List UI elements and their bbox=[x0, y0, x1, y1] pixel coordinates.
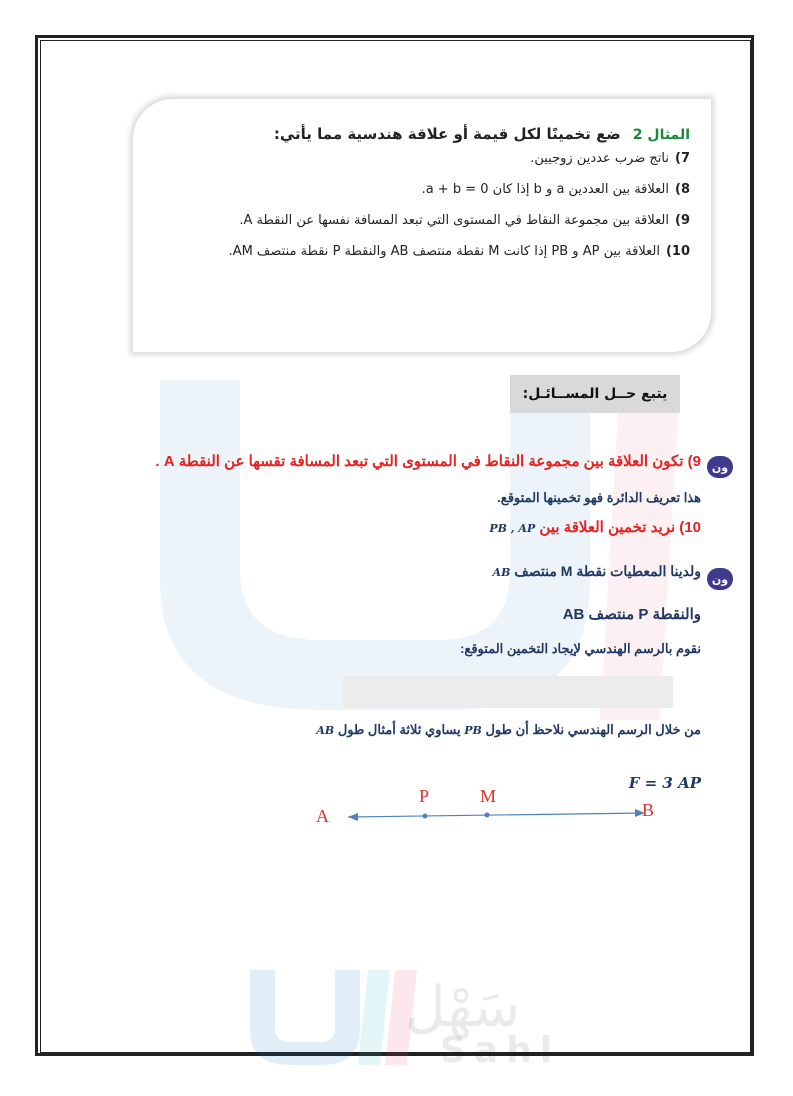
point-p bbox=[423, 814, 428, 819]
label-p: P bbox=[419, 786, 430, 806]
label-b: B bbox=[642, 800, 655, 820]
point-m bbox=[485, 813, 490, 818]
watermark-latin-text: Sahl bbox=[440, 1030, 561, 1071]
watermark-logo-background bbox=[120, 380, 680, 720]
segment-line bbox=[348, 813, 645, 817]
example-header bbox=[150, 125, 690, 143]
equation: F = 3 AP bbox=[628, 774, 701, 792]
label-m: M bbox=[480, 786, 497, 806]
label-a: A bbox=[316, 806, 329, 826]
watermark-arabic-text: سَهْل bbox=[405, 975, 521, 1040]
question-8: 8) العلاقة بين العددين a و b إذا كان a + b = 0. bbox=[421, 182, 690, 197]
solution-9-note: هذا تعريف الدائرة فهو تخمينها المتوقع. bbox=[497, 490, 701, 505]
solution-9: 9) تكون العلاقة بين مجموعة النقاط في المستوى التي تبعد المسافة تقسها عن النقطة A . bbox=[155, 453, 701, 470]
segment-ab-2: AB bbox=[316, 724, 335, 737]
question-7: 7) ناتج ضرب عددين زوجيين. bbox=[530, 151, 690, 166]
solution-10: 10) نريد تخمين العلاقة بين PB , AP bbox=[489, 519, 701, 536]
example-card-content bbox=[150, 125, 690, 275]
question-9: 9) العلاقة بين مجموعة النقاط في المستوى التي تبعد المسافة نفسها عن النقطة A. bbox=[239, 213, 690, 228]
segment-pb: PB bbox=[464, 724, 482, 737]
question-10: 10) العلاقة بين AP و PB إذا كانت M نقطة منتصف AB والنقطة P نقطة منتصف AM. bbox=[228, 244, 690, 259]
segments-pb-ap: PB , AP bbox=[489, 522, 536, 535]
example-heading: ضع تخمينًا لكل قيمة أو علاقة هندسية مما يأتي: bbox=[273, 125, 621, 143]
arrow-left-icon bbox=[348, 813, 358, 821]
sahl-badge-icon: ون bbox=[707, 456, 733, 478]
image-placeholder bbox=[343, 676, 673, 708]
sahl-badge-icon: ون bbox=[707, 568, 733, 590]
given-line-2: والنقطة P منتصف AB bbox=[562, 606, 701, 623]
given-line: ولدينا المعطيات نقطة M منتصف AB bbox=[492, 563, 701, 579]
segment-diagram bbox=[300, 780, 720, 840]
observation-line: من خلال الرسم الهندسي نلاحظ أن طول PB يساوي ثلاثة أمثال طول AB bbox=[316, 722, 701, 737]
draw-instruction: نقوم بالرسم الهندسي لإيجاد التخمين المتوقع: bbox=[460, 641, 701, 656]
example-tag: المثال 2 bbox=[632, 127, 690, 143]
segment-ab: AB bbox=[492, 566, 511, 579]
solution-title: يتبع حــل المســائـل: bbox=[510, 375, 680, 413]
